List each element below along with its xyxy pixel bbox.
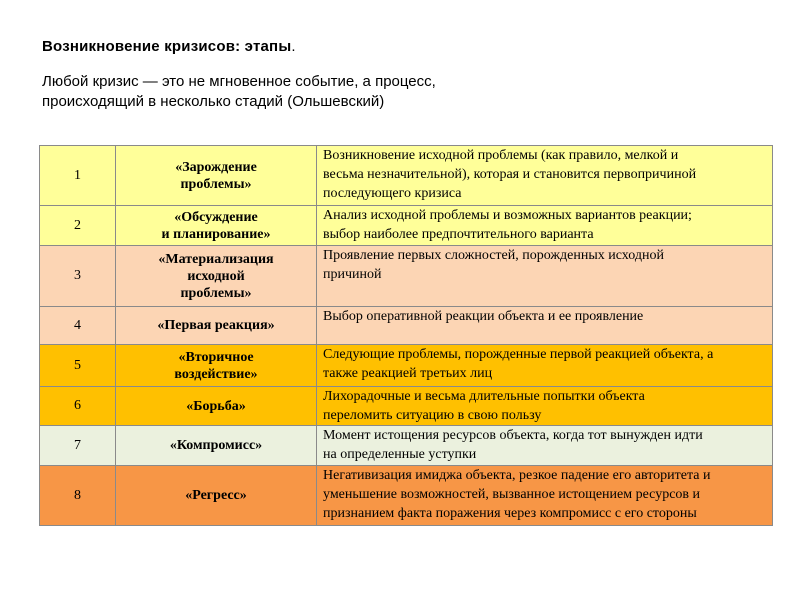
stage-row — [40, 387, 773, 426]
stage-number-cell — [40, 426, 116, 466]
stage-number-cell — [40, 146, 116, 206]
stage-description-line: Анализ исходной проблемы и возможных вариантов реакции; — [323, 208, 692, 223]
stage-number: 4 — [74, 317, 81, 333]
stage-description-line: Проявление первых сложностей, порожденных исходной — [323, 248, 664, 263]
stage-name-line: «Борьба» — [186, 398, 246, 414]
stage-name-line: проблемы» — [180, 176, 252, 192]
stage-number-cell — [40, 466, 116, 526]
stage-description-line: признанием факта поражения через компромисс с его стороны — [323, 506, 697, 521]
slide-heading-dot: . — [291, 38, 296, 55]
stage-number: 1 — [74, 167, 81, 183]
stage-name-line: проблемы» — [180, 285, 252, 301]
stage-number: 7 — [74, 437, 81, 453]
stage-description-cell — [317, 345, 773, 387]
slide-intro — [42, 72, 602, 112]
stage-row — [40, 246, 773, 307]
stage-number: 5 — [74, 357, 81, 373]
stage-row — [40, 146, 773, 206]
stage-description-line: последующего кризиса — [323, 186, 462, 201]
stage-description-line: Негативизация имиджа объекта, резкое падение его авторитета и — [323, 468, 711, 483]
stage-description-cell — [317, 466, 773, 526]
stage-description-cell — [317, 206, 773, 246]
stage-description-line: Момент истощения ресурсов объекта, когда тот вынужден идти — [323, 428, 703, 443]
stage-number: 6 — [74, 398, 81, 413]
stage-name-cell — [116, 387, 317, 426]
stage-name-cell — [116, 307, 317, 345]
stage-number-cell — [40, 206, 116, 246]
stage-name-cell — [116, 146, 317, 206]
stage-description-cell — [317, 426, 773, 466]
stage-name-line: исходной — [187, 268, 245, 284]
stage-number: 2 — [74, 217, 81, 233]
stage-row — [40, 466, 773, 526]
stage-description-cell — [317, 246, 773, 307]
stage-name-line: «Первая реакция» — [157, 318, 275, 333]
stage-name-line: и планирование» — [161, 226, 271, 242]
slide-heading — [42, 38, 296, 55]
stage-description-line: Лихорадочные и весьма длительные попытки объекта — [323, 389, 645, 404]
stage-description-cell — [317, 387, 773, 426]
stage-number: 8 — [74, 487, 81, 503]
stage-description-line: на определенные уступки — [323, 447, 477, 462]
stage-name-cell — [116, 426, 317, 466]
stage-row — [40, 345, 773, 387]
stage-name-line: «Зарождение — [175, 159, 257, 175]
stage-number-cell — [40, 387, 116, 426]
stage-row — [40, 206, 773, 246]
stage-number-cell — [40, 345, 116, 387]
stage-name-line: воздействие» — [174, 366, 258, 382]
stage-number-cell — [40, 307, 116, 345]
stage-name-line: «Обсуждение — [174, 209, 258, 225]
stage-description-line: Выбор оперативной реакции объекта и ее проявление — [323, 309, 644, 324]
intro-line: Любой кризис — это не мгновенное событие, а процесс, — [42, 73, 436, 90]
stage-name-line: «Компромисс» — [169, 438, 263, 453]
stage-description-line: переломить ситуацию в свою пользу — [323, 408, 542, 423]
stage-description-line: причиной — [323, 267, 382, 282]
intro-line: происходящий в несколько стадий (Ольшевский) — [42, 93, 385, 110]
stage-description-line: также реакцией третьих лиц — [323, 366, 493, 381]
stage-description-line: Возникновение исходной проблемы (как правило, мелкой и — [323, 148, 679, 163]
stage-description-line: весьма незначительной), которая и становится первопричиной — [323, 167, 697, 182]
stage-number-cell — [40, 246, 116, 307]
stage-row — [40, 426, 773, 466]
stage-description-line: выбор наиболее предпочтительного варианта — [323, 227, 594, 242]
stage-description-line: Следующие проблемы, порожденные первой реакцией объекта, а — [323, 347, 714, 362]
stage-row — [40, 307, 773, 345]
stage-name-cell — [116, 466, 317, 526]
stage-name-cell — [116, 206, 317, 246]
stage-name-line: «Вторичное — [178, 349, 254, 365]
stage-number: 3 — [74, 268, 81, 283]
crisis-stages-table-body — [40, 146, 773, 526]
stage-name-line: «Материализация — [158, 251, 274, 267]
stage-description-cell — [317, 146, 773, 206]
crisis-stages-table — [39, 145, 773, 526]
slide-heading-text: Возникновение кризисов: этапы — [42, 38, 292, 55]
stage-description-cell — [317, 307, 773, 345]
stage-name-cell — [116, 345, 317, 387]
stage-description-line: уменьшение возможностей, вызванное истощением ресурсов и — [323, 487, 701, 502]
stage-name-cell — [116, 246, 317, 307]
stage-name-line: «Регресс» — [185, 488, 247, 503]
